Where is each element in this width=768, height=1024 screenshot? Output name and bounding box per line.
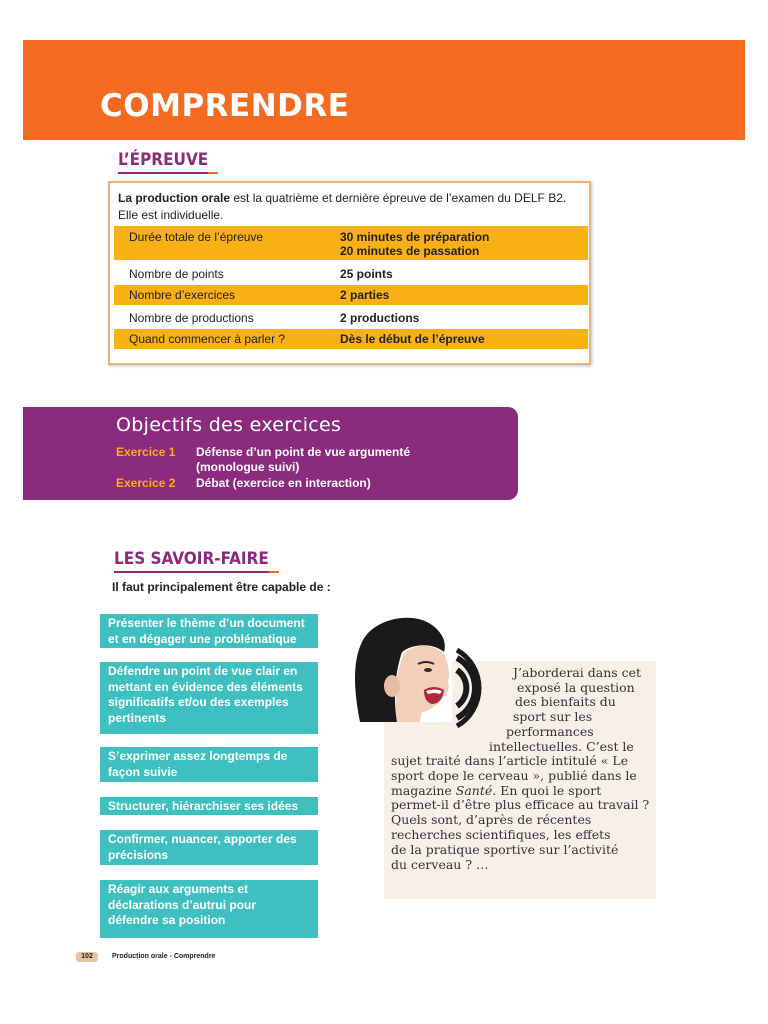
skill-line: S’exprimer assez longtemps de bbox=[108, 749, 288, 763]
skill-box bbox=[100, 797, 318, 815]
page-number: 102 bbox=[76, 952, 98, 962]
exercice-1-desc-line-1: Défense d’un point de vue argumenté bbox=[196, 445, 411, 459]
epreuve-info-box bbox=[108, 181, 591, 365]
skill-line: pertinents bbox=[108, 710, 167, 725]
skill-line: façon suivie bbox=[108, 764, 178, 779]
heading-underline bbox=[114, 571, 269, 573]
table-row bbox=[114, 329, 588, 349]
skill-line: défendre sa position bbox=[108, 913, 226, 927]
row-value bbox=[340, 230, 489, 258]
skill-line: significatifs et/ou des exemples bbox=[108, 695, 289, 709]
exercice-1-label: Exercice 1 bbox=[116, 445, 176, 459]
heading-underline-accent bbox=[269, 571, 279, 573]
speech-line: sport sur les bbox=[513, 709, 593, 724]
epreuve-intro bbox=[118, 190, 586, 224]
speech-line: recherches scientifiques, les effets bbox=[391, 827, 611, 842]
speech-line: performances bbox=[506, 724, 594, 739]
table-row bbox=[114, 263, 588, 285]
objectifs-title: Objectifs des exercices bbox=[116, 414, 342, 436]
row-label: Durée totale de l’épreuve bbox=[129, 230, 264, 244]
speech-italic-fragment: Santé bbox=[455, 783, 493, 798]
epreuve-heading bbox=[118, 150, 208, 170]
skill-box bbox=[100, 614, 318, 648]
skill-line: et en dégager une problématique bbox=[108, 631, 297, 646]
speech-line: permet-il d’être plus efficace au travail ? bbox=[391, 797, 650, 812]
table-row bbox=[114, 285, 588, 305]
skill-box bbox=[100, 830, 318, 865]
exercice-2-label: Exercice 2 bbox=[116, 476, 176, 490]
skill-box bbox=[100, 662, 318, 734]
skill-line: déclarations d’autrui pour bbox=[108, 897, 257, 912]
exercice-2-desc: Débat (exercice en interaction) bbox=[196, 476, 371, 490]
sound-waves-icon bbox=[449, 646, 509, 730]
skill-line: Présenter le thème d’un document bbox=[108, 616, 305, 630]
row-value-line-1: 30 minutes de préparation bbox=[340, 230, 490, 244]
speech-fragment: magazine bbox=[391, 783, 456, 798]
table-row bbox=[114, 307, 588, 329]
speech-line: du cerveau ? … bbox=[391, 857, 489, 872]
woman-speaking-illustration bbox=[352, 612, 452, 722]
row-label: Quand commencer à parler ? bbox=[129, 332, 286, 346]
heading-underline-accent bbox=[208, 172, 218, 174]
speech-line: Quels sont, d’après de récentes bbox=[391, 812, 592, 827]
row-value: 2 productions bbox=[340, 311, 420, 325]
skill-line: mettant en évidence des éléments bbox=[108, 679, 303, 694]
savoir-faire-heading-label: LES SAVOIR-FAIRE bbox=[114, 549, 269, 569]
intro-rest-2: Elle est individuelle. bbox=[118, 208, 224, 222]
table-row bbox=[114, 226, 588, 260]
row-label: Nombre de productions bbox=[129, 311, 254, 325]
row-value-line-2: 20 minutes de passation bbox=[340, 244, 480, 258]
skill-line: Confirmer, nuancer, apporter des bbox=[108, 832, 297, 846]
savoir-faire-heading bbox=[114, 549, 269, 569]
speech-line: exposé la question bbox=[517, 680, 635, 695]
speech-line: des bienfaits du bbox=[515, 694, 616, 709]
skill-line: Structurer, hiérarchiser ses idées bbox=[108, 799, 299, 813]
speech-line: de la pratique sportive sur l’activité bbox=[391, 842, 619, 857]
row-value: 2 parties bbox=[340, 288, 390, 302]
footer-text: Production orale - Comprendre bbox=[112, 953, 216, 960]
skill-line: Réagir aux arguments et bbox=[108, 882, 249, 896]
exercice-1-desc-line-2: (monologue suivi) bbox=[196, 460, 300, 474]
row-label: Nombre d’exercices bbox=[129, 288, 236, 302]
row-value: 25 points bbox=[340, 267, 393, 281]
speech-line: sujet traité dans l’article intitulé « Le bbox=[391, 753, 629, 768]
skill-line: Défendre un point de vue clair en bbox=[108, 664, 298, 678]
epreuve-heading-label: L’ÉPREUVE bbox=[118, 150, 209, 170]
savoir-faire-intro: Il faut principalement être capable de : bbox=[112, 580, 331, 594]
row-label: Nombre de points bbox=[129, 267, 224, 281]
row-value: Dès le début de l’épreuve bbox=[340, 332, 485, 346]
skill-box bbox=[100, 747, 318, 782]
intro-rest-1: est la quatrième et dernière épreuve de l’examen du DELF B2. bbox=[230, 191, 567, 205]
speech-line: J’aborderai dans cet bbox=[513, 665, 642, 680]
page-title: COMPRENDRE bbox=[100, 88, 350, 124]
exercice-1-desc bbox=[196, 445, 410, 475]
speech-fragment: . En quoi le sport bbox=[492, 783, 602, 798]
intro-bold: La production orale bbox=[118, 191, 231, 205]
skill-line: précisions bbox=[108, 847, 169, 862]
speech-line: sport dope le cerveau », publié dans le bbox=[391, 768, 637, 783]
speech-line: intellectuelles. C’est le bbox=[489, 739, 634, 754]
skill-box bbox=[100, 880, 318, 938]
heading-underline bbox=[118, 172, 208, 174]
